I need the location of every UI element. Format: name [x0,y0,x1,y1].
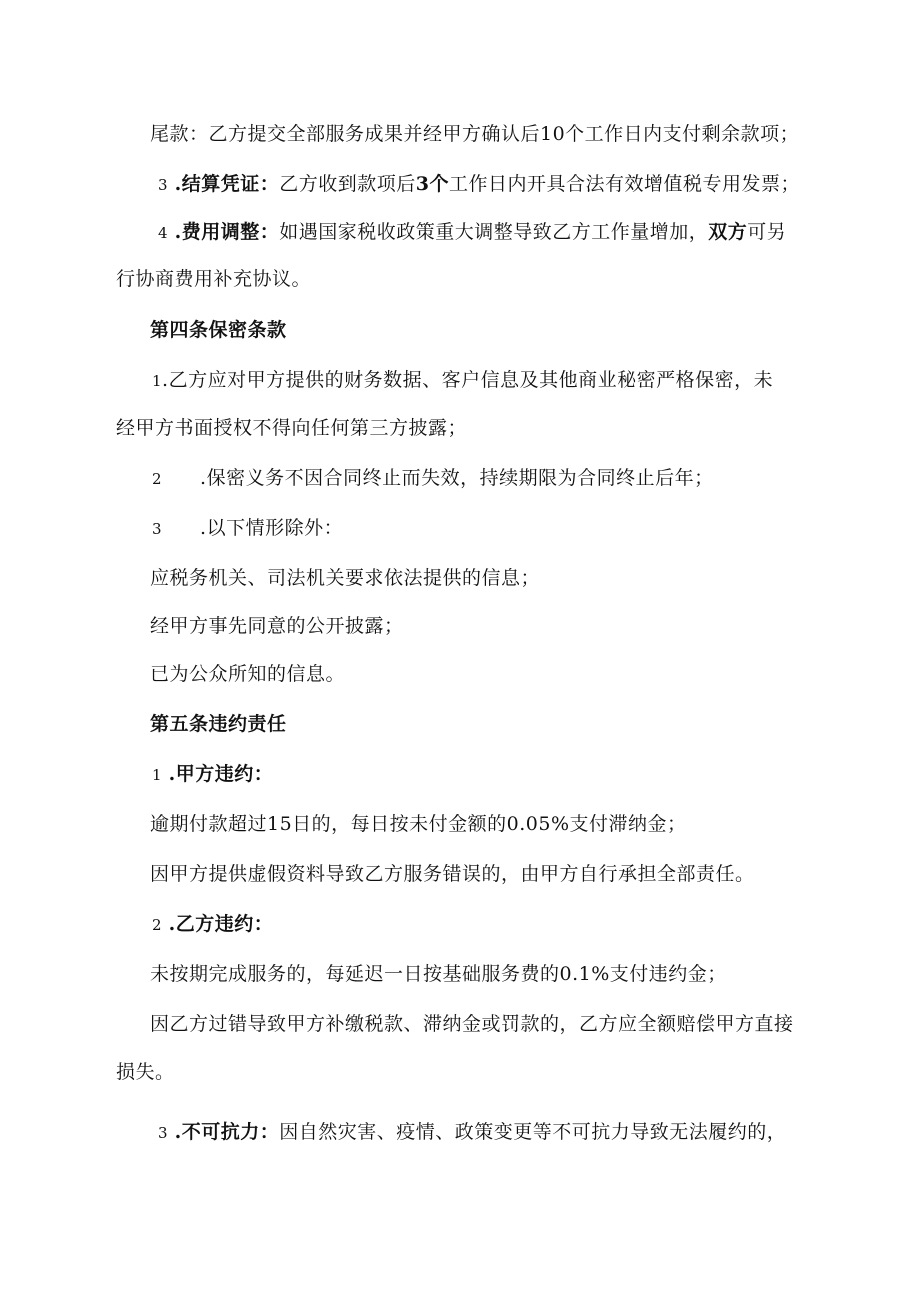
breach-party-a-text-1: 逾期付款超过15日的，每日按未付金额的0.05%支付滞纳金； [150,813,687,835]
paragraph-confidentiality-1 [152,368,773,393]
breach-item [150,1012,794,1036]
fee-adjustment-bold: 双方 [708,221,748,243]
exception-3-text: 已为公众所知的信息。 [150,663,346,685]
confidentiality-1-text: .乙方应对甲方提供的财务数据、客户信息及其他商业秘密严格保密，未 [162,369,774,391]
item-number: 1 [152,766,163,784]
paragraph-fee-adjustment [158,220,786,245]
breach-party-a-term: .甲方违约： [168,763,274,785]
item-number: 3 [158,1124,169,1142]
paragraph-breach-party-b [152,912,273,937]
item-number: 2 [152,916,163,934]
exception-item [150,614,404,638]
item-number: 2 [152,470,163,488]
force-majeure-term: .不可抗力： [174,1121,280,1143]
settlement-voucher-term: .结算凭证： [174,173,280,195]
fee-adjustment-text: 如遇国家税收政策重大调整导致乙方工作量增加， [279,221,709,243]
fee-adjustment-term: .费用调整： [174,221,280,243]
breach-item [150,812,687,836]
force-majeure-text: 因自然灾害、疫情、政策变更等不可抗力导致无法履约的， [279,1121,787,1143]
paragraph-force-majeure [158,1120,786,1145]
breach-party-a-text-2: 因甲方提供虚假资料导致乙方服务错误的，由甲方自行承担全部责任。 [150,863,755,885]
settlement-voucher-text-2: 工作日内开具合法有效增值税专用发票； [448,173,800,195]
breach-party-b-text-2: 因乙方过错导致甲方补缴税款、滞纳金或罚款的，乙方应全额赔偿甲方直接 [150,1013,794,1035]
exception-item [150,566,540,590]
confidentiality-2-text: .保密义务不因合同终止而失效，持续期限为合同终止后年； [200,467,714,489]
item-number: 3 [158,176,169,194]
exception-2-text: 经甲方事先同意的公开披露； [150,615,404,637]
breach-party-b-text-3: 损失。 [116,1061,175,1083]
exception-1-text: 应税务机关、司法机关要求依法提供的信息； [150,567,541,589]
fee-adjustment-text-2: 可另 [747,221,787,243]
settlement-voucher-text: 乙方收到款项后 [279,173,416,195]
settlement-voucher-bold: 3个 [415,173,449,195]
paragraph-fee-adjustment-cont [116,267,311,291]
fee-adjustment-text-3: 行协商费用补充协议。 [116,268,312,290]
breach-item [150,862,755,886]
item-number: 3 [152,520,163,538]
paragraph-confidentiality-1-cont [116,416,467,440]
section-heading [150,712,287,736]
breach-party-b-term: .乙方违约： [168,913,274,935]
confidentiality-3-text: .以下情形除外： [200,517,344,539]
paragraph-final-payment [150,122,799,146]
section-5-heading: 第五条违约责任 [150,713,287,735]
item-number: 4 [158,224,169,242]
paragraph-settlement-voucher [158,172,800,197]
exception-item [150,662,345,686]
paragraph-breach-party-a [152,762,273,787]
section-heading [150,318,287,342]
breach-party-b-text-1: 未按期完成服务的，每延迟一日按基础服务费的0.1%支付违约金； [150,963,727,985]
paragraph-confidentiality-2 [152,466,714,491]
confidentiality-1-text-2: 经甲方书面授权不得向任何第三方披露； [116,417,468,439]
breach-item-cont [116,1060,175,1084]
section-4-heading: 第四条保密条款 [150,319,287,341]
item-number: 1 [152,372,163,390]
final-payment-text: 尾款：乙方提交全部服务成果并经甲方确认后10个工作日内支付剩余款项； [150,123,800,145]
breach-item [150,962,727,986]
paragraph-confidentiality-3 [152,516,343,541]
